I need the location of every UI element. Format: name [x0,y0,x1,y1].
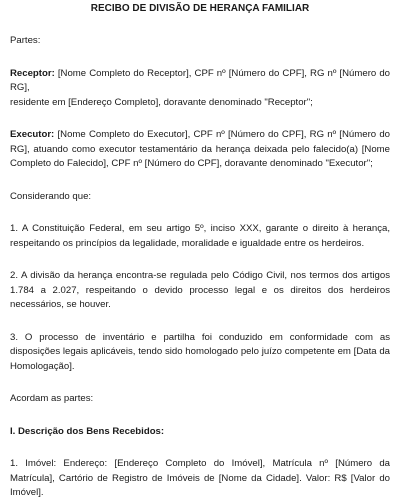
considerando-item-2: 2. A divisão da herança encontra-se regulada pelo Código Civil, nos termos dos artigos 1.784 a 2.027, respeitando o devido processo legal e os direitos dos herdeiros necessários, se houver. [10,270,390,310]
executor-paragraph [10,128,390,172]
partes-label: Partes: [10,35,41,46]
receptor-text-line2: residente em [Endereço Completo], doravante denominado "Receptor"; [10,96,313,108]
acordam-label: Acordam as partes: [10,393,94,404]
section-heading-text: I. Descrição dos Bens Recebidos: [10,425,165,437]
receptor-text-line1: [Nome Completo do Receptor], CPF nº [Número do CPF], RG nº [Número do RG], [10,67,390,93]
document-title: RECIBO DE DIVISÃO DE HERANÇA FAMILIAR [90,3,310,14]
bem-item-1: 1. Imóvel: Endereço: [Endereço Completo do Imóvel], Matrícula nº [Número da Matrícula], Cartório de Registro de Imóveis de [Nome da Cidade]. Valor: R$ [Valor do Imóvel]. [10,458,390,498]
considerando-item-1: 1. A Constituição Federal, em seu artigo 5º, inciso XXX, garante o direito à herança, respeitando os princípios da legalidade, moralidade e igualdade entre os herdeiros. [10,223,390,249]
considerando-item-3: 3. O processo de inventário e partilha foi conduzido em conformidade com as disposições legais aplicáveis, tendo sido homologado pelo juízo competente em [Data da Homologação]. [10,331,390,372]
executor-label: Executor: [10,129,55,140]
receptor-label: Receptor: [10,67,55,79]
section-heading-bens [10,425,390,440]
executor-text: [Nome Completo do Executor], CPF nº [Número do CPF], RG nº [Número do RG], atuando como executor testamentário da herança deixada pelo falecido(a) [Nome Completo do Falecido], CPF nº [Número do CPF], doravante denominado "Executor"; [10,129,390,169]
considerando-label: Considerando que: [10,190,92,202]
receptor-paragraph [10,67,390,111]
